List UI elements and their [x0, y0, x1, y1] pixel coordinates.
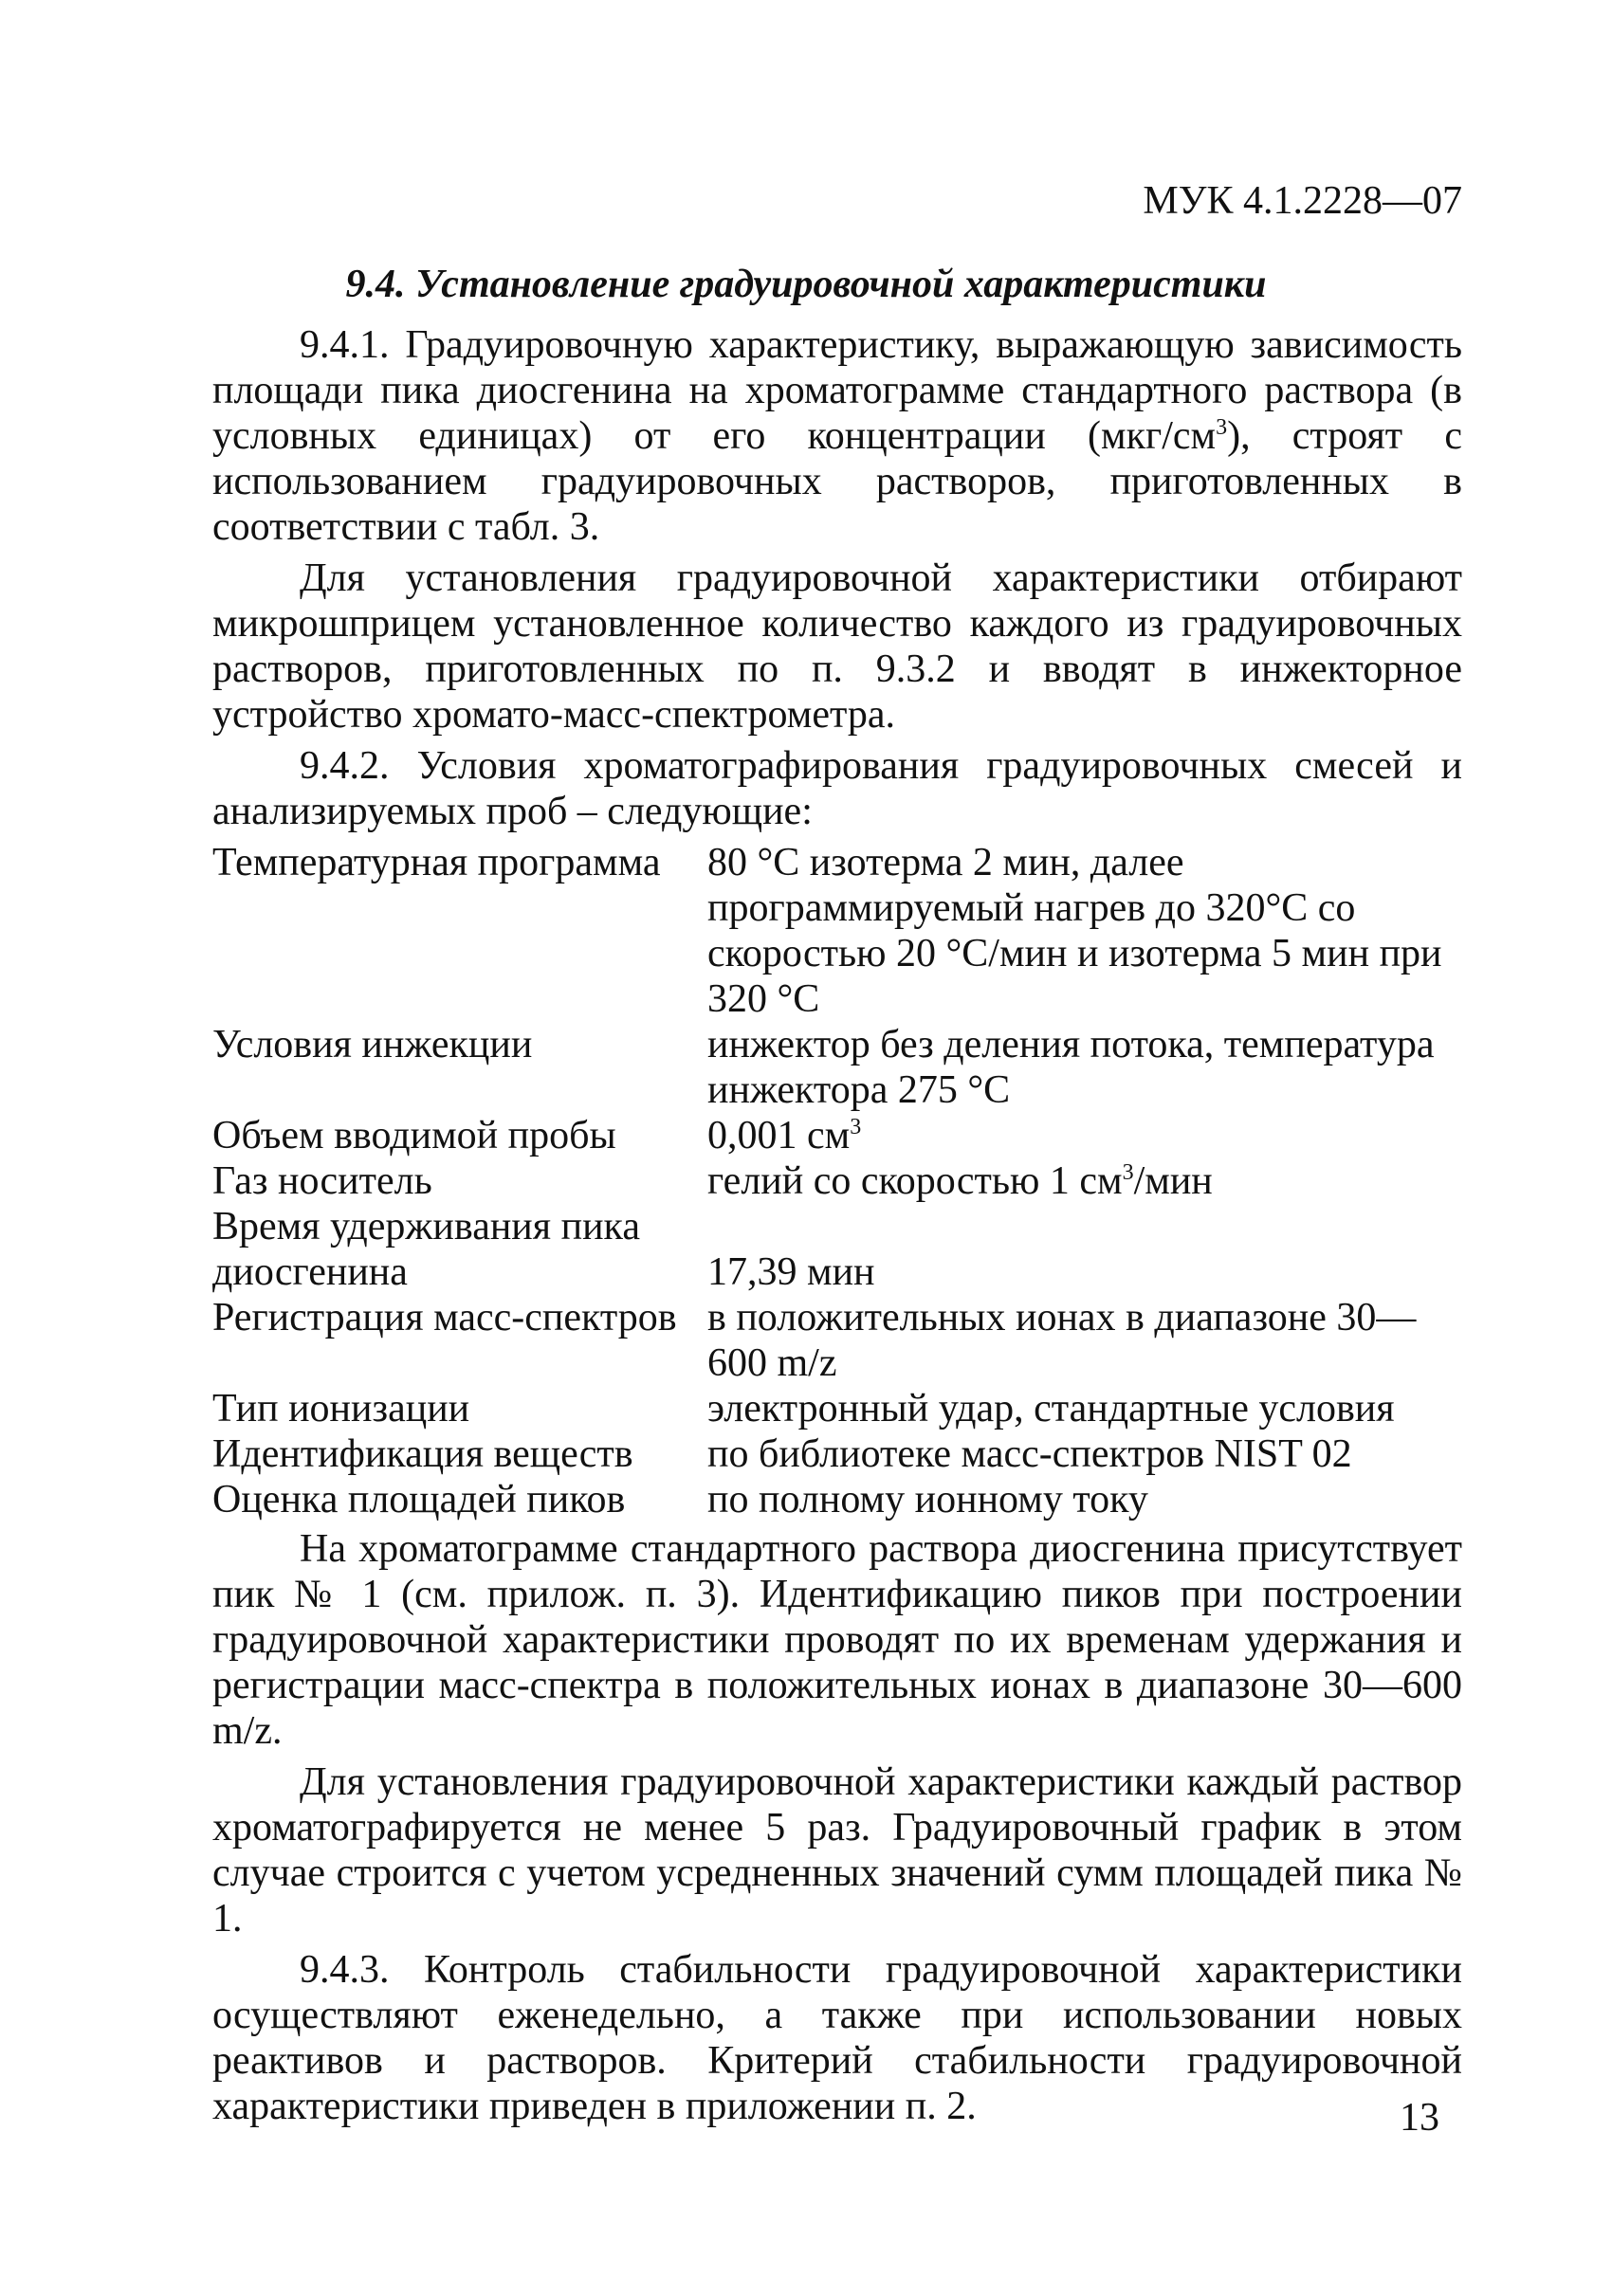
condition-label: Газ носитель: [212, 1159, 432, 1203]
condition-label: Объем вводимой пробы: [212, 1114, 616, 1157]
table-row: [212, 1431, 1462, 1477]
section-heading: 9.4. Установление градуировочной характеристики: [345, 263, 1267, 306]
paragraph-chromatogram: На хроматограмме стандартного раствора диосгенина присутствует пик № 1 (см. прилож. п. 3). Идентификацию пиков при построении градуировочной характеристики проводят по их временам удержания и регистрации масс-спектра в положительных ионах в диапазоне 30—600 m/z.: [212, 1527, 1462, 1753]
condition-value: по библиотеке масс-спектров NIST 02: [707, 1432, 1352, 1476]
condition-label: Регистрация масс-спектров: [212, 1296, 677, 1339]
condition-label: Идентификация веществ: [212, 1432, 633, 1476]
table-row: [212, 840, 1462, 1022]
paragraph-repeat: Для установления градуировочной характеристики каждый раствор хроматографируется не менее 5 раз. Градуировочный график в этом случае строится с учетом усредненных значений сумм площадей пика № 1.: [212, 1760, 1462, 1941]
condition-value: гелий со скоростью 1 $см^3$/мин: [707, 1159, 1213, 1203]
table-row: [212, 1386, 1462, 1431]
condition-label: Оценка площадей пиков: [212, 1478, 626, 1522]
table-row: [212, 1158, 1462, 1204]
paragraph-preparation: Для установления градуировочной характеристики отбирают микрошприцем установленное количество каждого из градуировочных растворов, приготовленных по п. 9.3.2 и вводят в инжекторное устройство хромато-масс-спектрометра.: [212, 556, 1462, 737]
table-row: [212, 1022, 1462, 1113]
paragraph-9-4-1: 9.4.1. Градуировочную характеристику, выражающую зависимость площади пика диосгенина на хроматограмме стандартного раствора (в условных единицах) от его концентрации $(мкг/см^3)$, строят с использованием градуировочных растворов, приготовленных в соответствии с табл. 3.: [212, 323, 1462, 549]
condition-value: 17,39 мин: [707, 1250, 875, 1294]
page-number: 13: [1400, 2096, 1439, 2140]
condition-label: диосгенина: [212, 1250, 408, 1294]
condition-value: электронный удар, стандартные условия: [707, 1387, 1395, 1430]
condition-value: в положительных ионах в диапазоне 30—600 m/z: [707, 1296, 1417, 1385]
paragraph-9-4-2: 9.4.2. Условия хроматографирования градуировочных смесей и анализируемых проб – следующие:: [212, 744, 1462, 833]
paragraph-9-4-3: 9.4.3. Контроль стабильности градуировочной характеристики осуществляют еженедельно, а также при использовании новых реактивов и растворов. Критерий стабильности градуировочной характеристики приведен в приложении п. 2.: [212, 1948, 1462, 2128]
condition-label: Время удерживания пика: [212, 1205, 640, 1248]
document-code: МУК 4.1.2228—07: [1143, 179, 1462, 223]
condition-value: 0,001 $см^3$: [707, 1114, 862, 1157]
condition-value: по полному ионному току: [707, 1478, 1148, 1522]
table-row: [212, 1113, 1462, 1158]
conditions-table: [212, 840, 1462, 1522]
condition-value: 80 °С изотерма 2 мин, далее программируемый нагрев до 320°С со скоростью 20 °С/мин и изотерма 5 мин при 320 °С: [707, 841, 1442, 1021]
table-row: [212, 1295, 1462, 1386]
condition-label: Тип ионизации: [212, 1387, 470, 1430]
table-row: [212, 1249, 1462, 1295]
condition-value: инжектор без деления потока, температура инжектора 275 °С: [707, 1023, 1435, 1112]
condition-label: Температурная программа: [212, 841, 661, 884]
condition-label: Условия инжекции: [212, 1023, 533, 1066]
condition-value: [707, 1204, 1462, 1249]
document-body: [212, 322, 1462, 2135]
table-row: [212, 1477, 1462, 1522]
table-row: [212, 1204, 1462, 1249]
